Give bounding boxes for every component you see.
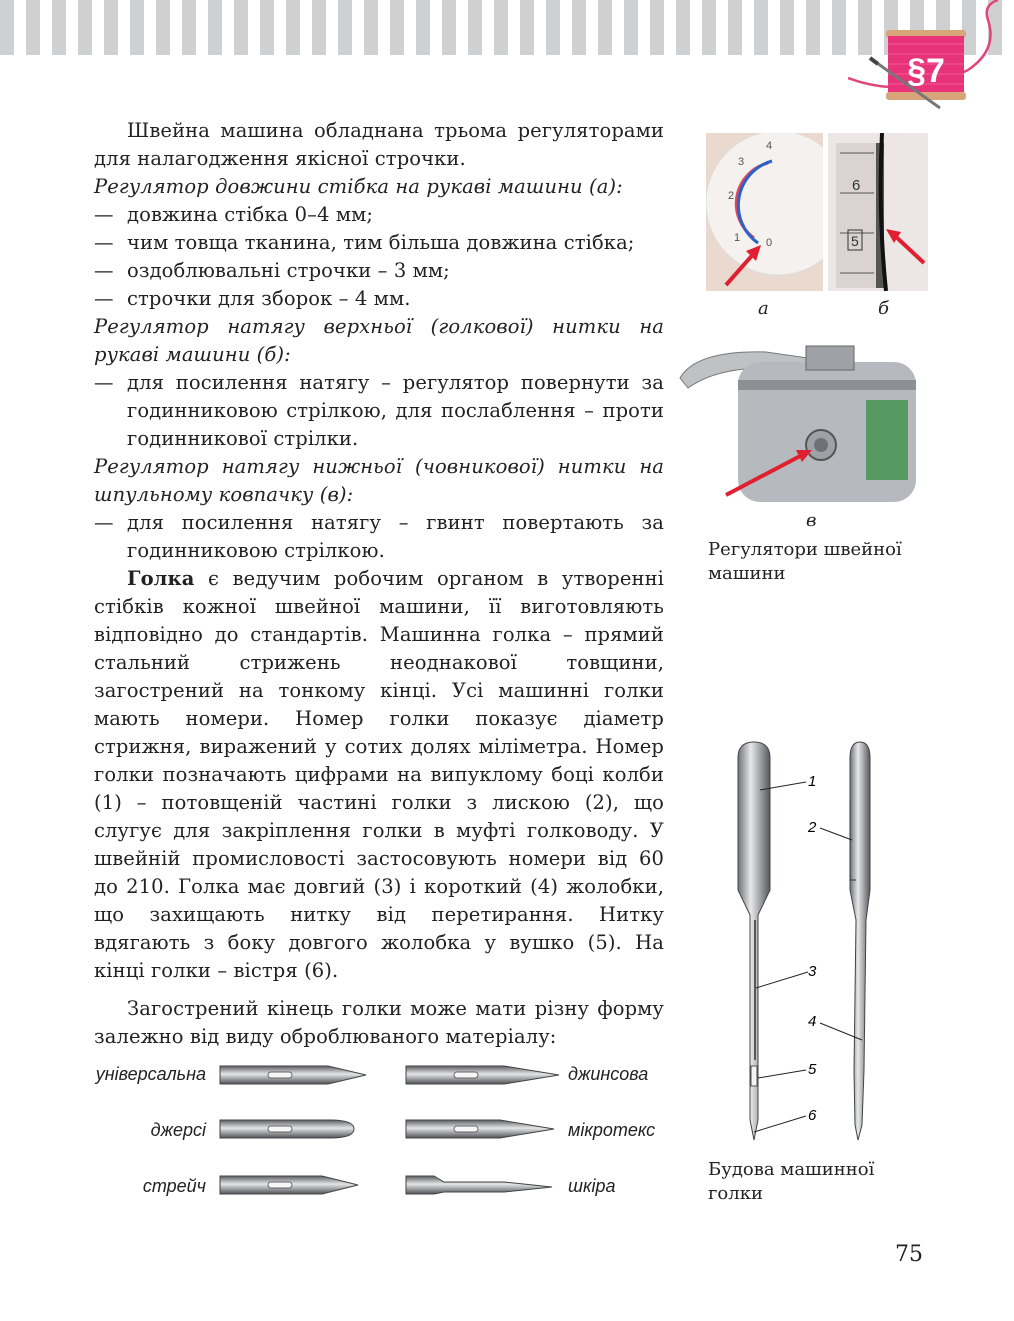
needle-type-label: мікротекс — [568, 1120, 656, 1140]
regulators-caption: Регулятори швейної машини — [708, 539, 902, 584]
needle-type-label: джерсі — [150, 1120, 206, 1140]
needle-type-label: універсальна — [95, 1064, 206, 1084]
needle-tips-right-image — [404, 1058, 564, 1208]
heading-upper-tension: Регулятор натягу верхньої (голкової) нитки на рукаві машини (б): — [94, 315, 664, 366]
dial-number: 1 — [734, 232, 741, 244]
needle-tips-left-image — [218, 1058, 368, 1208]
figure-label-b: б — [878, 298, 889, 319]
figure-label-v: в — [806, 510, 817, 531]
page-number: 75 — [895, 1242, 923, 1267]
section-number: §7 — [907, 52, 945, 90]
list-item: — строчки для зборок – 4 мм. — [94, 287, 411, 310]
needle-type-label: шкіра — [568, 1176, 616, 1196]
needle-type-label: стрейч — [142, 1176, 206, 1196]
dial-number: 2 — [728, 190, 735, 202]
paragraph-needle-tip: Загострений кінець голки може мати різну форму залежно від виду оброблюваного матеріалу: — [94, 997, 664, 1048]
needle-structure-caption: Будова машинної голки — [708, 1159, 875, 1204]
paragraph-needle: Голка є ведучим робочим органом в утворенні стібків кожної швейної машини, її виготовляють відповідно до стандартів. Машинна голка – прямий стальний стрижень неоднакової товщини, загострений на тонкому кінці. Усі машинні голки мають номери. Номер голки показує діаметр стрижня, виражений у сотих долях міліметра. Номер голки позначають цифрами на випуклому боці колби (1) – потовщеній частині голки з лискою (2), що слугує для закріплення голки в муфті голководу. У швейній промисловості застосовують номери від 60 до 210. Голка має довгий (3) і короткий (4) жолобки, що захищають нитку від перетирання. Нитку вдягають з боку довгого жолобка у вушко (5). На кінці голки – вістря (6). — [94, 567, 664, 982]
tension-number: 6 — [852, 177, 861, 194]
heading-stitch-length: Регулятор довжини стібка на рукаві машини (а): — [94, 175, 623, 198]
needle-label-5: 5 — [808, 1061, 817, 1078]
list-item: — для посилення натягу – регулятор повернути за годинниковою стрілкою, для послаблення – проти годинникової стрілки. — [94, 371, 664, 450]
paragraph-intro: Швейна машина обладнана трьома регуляторами для налагодження якісної строчки. — [94, 119, 664, 170]
main-text — [94, 117, 664, 1051]
needle-structure-diagram — [728, 740, 878, 1150]
bobbin-case-image — [676, 340, 922, 512]
needle-label-6: 6 — [808, 1107, 817, 1124]
list-item: — чим товща тканина, тим більша довжина стібка; — [94, 231, 635, 254]
needle-label-4: 4 — [808, 1013, 817, 1030]
list-item: — оздоблювальні строчки – 3 мм; — [94, 259, 450, 282]
heading-lower-tension: Регулятор натягу нижньої (човникової) нитки на шпульному ковпачку (в): — [94, 455, 664, 506]
tension-number: 5 — [851, 233, 859, 249]
needle-label-2: 2 — [808, 819, 817, 836]
dial-number: 4 — [766, 140, 773, 152]
dial-number: 0 — [766, 237, 773, 249]
needle-label-1: 1 — [808, 773, 817, 790]
list-item: — довжина стібка 0–4 мм; — [94, 203, 374, 226]
dial-number: 3 — [738, 156, 745, 168]
needle-label-3: 3 — [808, 963, 817, 980]
thread-tension-regulator-image — [828, 133, 928, 291]
list-item: — для посилення натягу – гвинт повертають за годинниковою стрілкою. — [94, 511, 664, 562]
figure-label-a: а — [758, 298, 769, 319]
needle-type-label: джинсова — [568, 1064, 649, 1084]
stitch-length-dial-image — [706, 133, 823, 291]
